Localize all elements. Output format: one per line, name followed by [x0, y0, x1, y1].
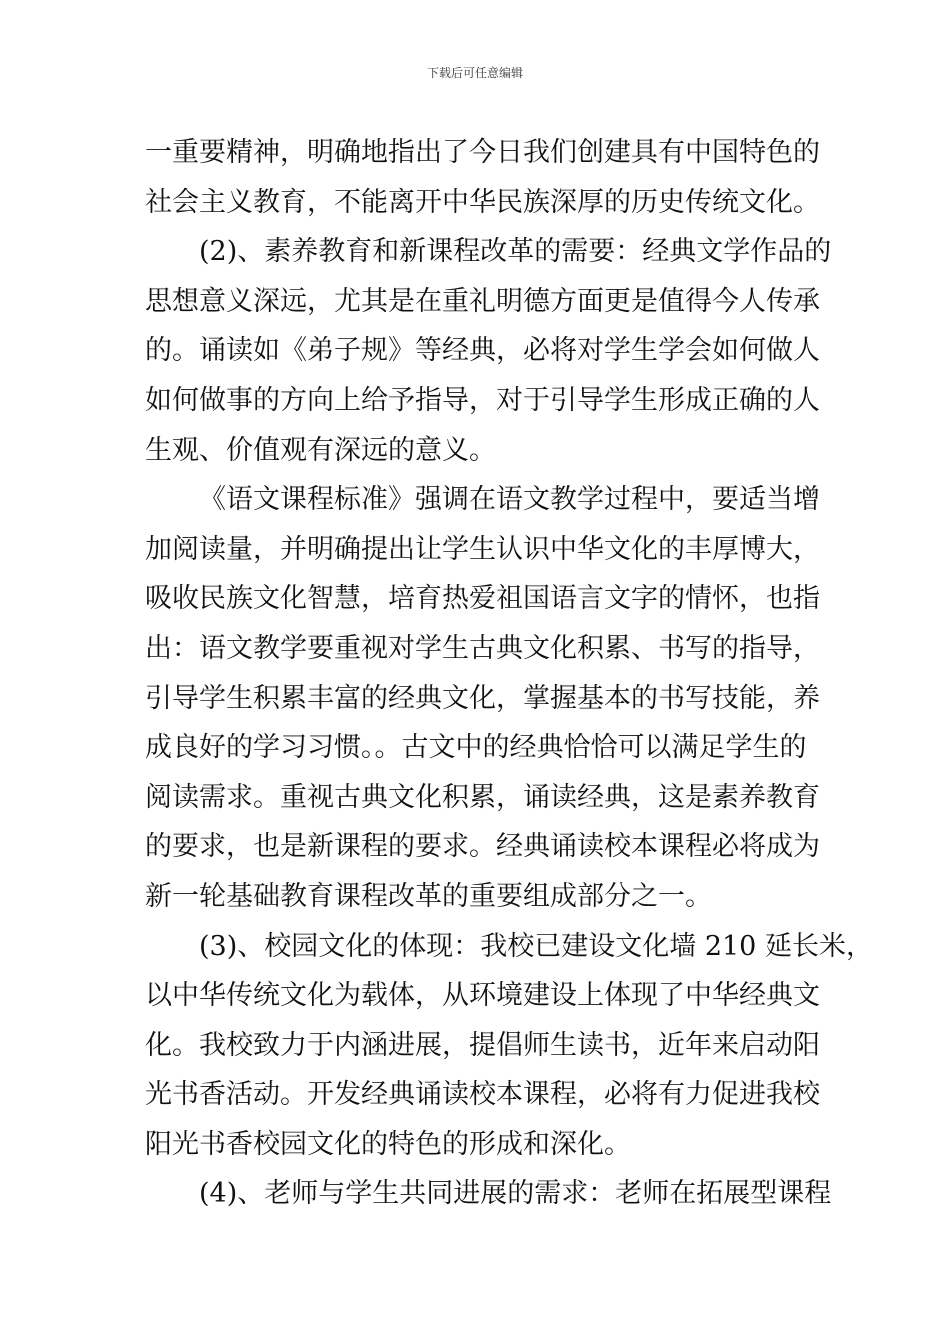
text-line: 光书香活动。开发经典诵读校本课程，必将有力促进我校 — [145, 1079, 820, 1111]
text-line: 阅读需求。重视古典文化积累，诵读经典，这是素养教育 — [145, 781, 820, 813]
text-line: 吸收民族文化智慧，培育热爱祖国语言文字的情怀，也指 — [145, 583, 820, 615]
text-line: 阳光书香校园文化的特色的形成和深化。 — [145, 1128, 631, 1160]
document-body — [145, 128, 873, 1219]
text-line: 如何做事的方向上给予指导，对于引导学生形成正确的人 — [145, 384, 820, 416]
text-line: 化。我校致力于内涵进展，提倡师生读书，近年来启动阳 — [145, 1029, 820, 1061]
text-line: 生观、价值观有深远的意义。 — [145, 434, 496, 466]
text-line: 的。诵读如《弟子规》等经典，必将对学生学会如何做人 — [145, 335, 820, 367]
text-line: 一重要精神，明确地指出了今日我们创建具有中国特色的 — [145, 137, 820, 168]
text-line: 新一轮基础教育课程改革的重要组成部分之一。 — [145, 880, 712, 912]
text-line: 成良好的学习习惯。。古文中的经典恰恰可以满足学生的 — [145, 732, 807, 764]
paragraph-start-line: (2)、素养教育和新课程改革的需要：经典文学作品的 — [199, 236, 832, 268]
text-line: 社会主义教育，不能离开中华民族深厚的历史传统文化。 — [145, 186, 820, 218]
paragraph-start-line: (4)、老师与学生共同进展的需求：老师在拓展型课程 — [199, 1178, 832, 1210]
text-line: 加阅读量，并明确提出让学生认识中华文化的丰厚博大， — [145, 533, 820, 565]
paragraph-start-line: (3)、校园文化的体现：我校已建设文化墙 210 延长米， — [199, 930, 873, 962]
text-line: 出：语文教学要重视对学生古典文化积累、书写的指导， — [145, 632, 820, 664]
text-line: 思想意义深远，尤其是在重礼明德方面更是值得今人传承 — [145, 285, 820, 317]
text-line: 引导学生积累丰富的经典文化，掌握基本的书写技能，养 — [145, 682, 820, 714]
paragraph-start-line: 《语文课程标准》强调在语文教学过程中，要适当增 — [199, 484, 820, 516]
page-header: 下载后可任意编辑 — [426, 66, 523, 80]
text-line: 的要求，也是新课程的要求。经典诵读校本课程必将成为 — [145, 831, 820, 863]
text-line: 以中华传统文化为载体，从环境建设上体现了中华经典文 — [145, 980, 820, 1012]
